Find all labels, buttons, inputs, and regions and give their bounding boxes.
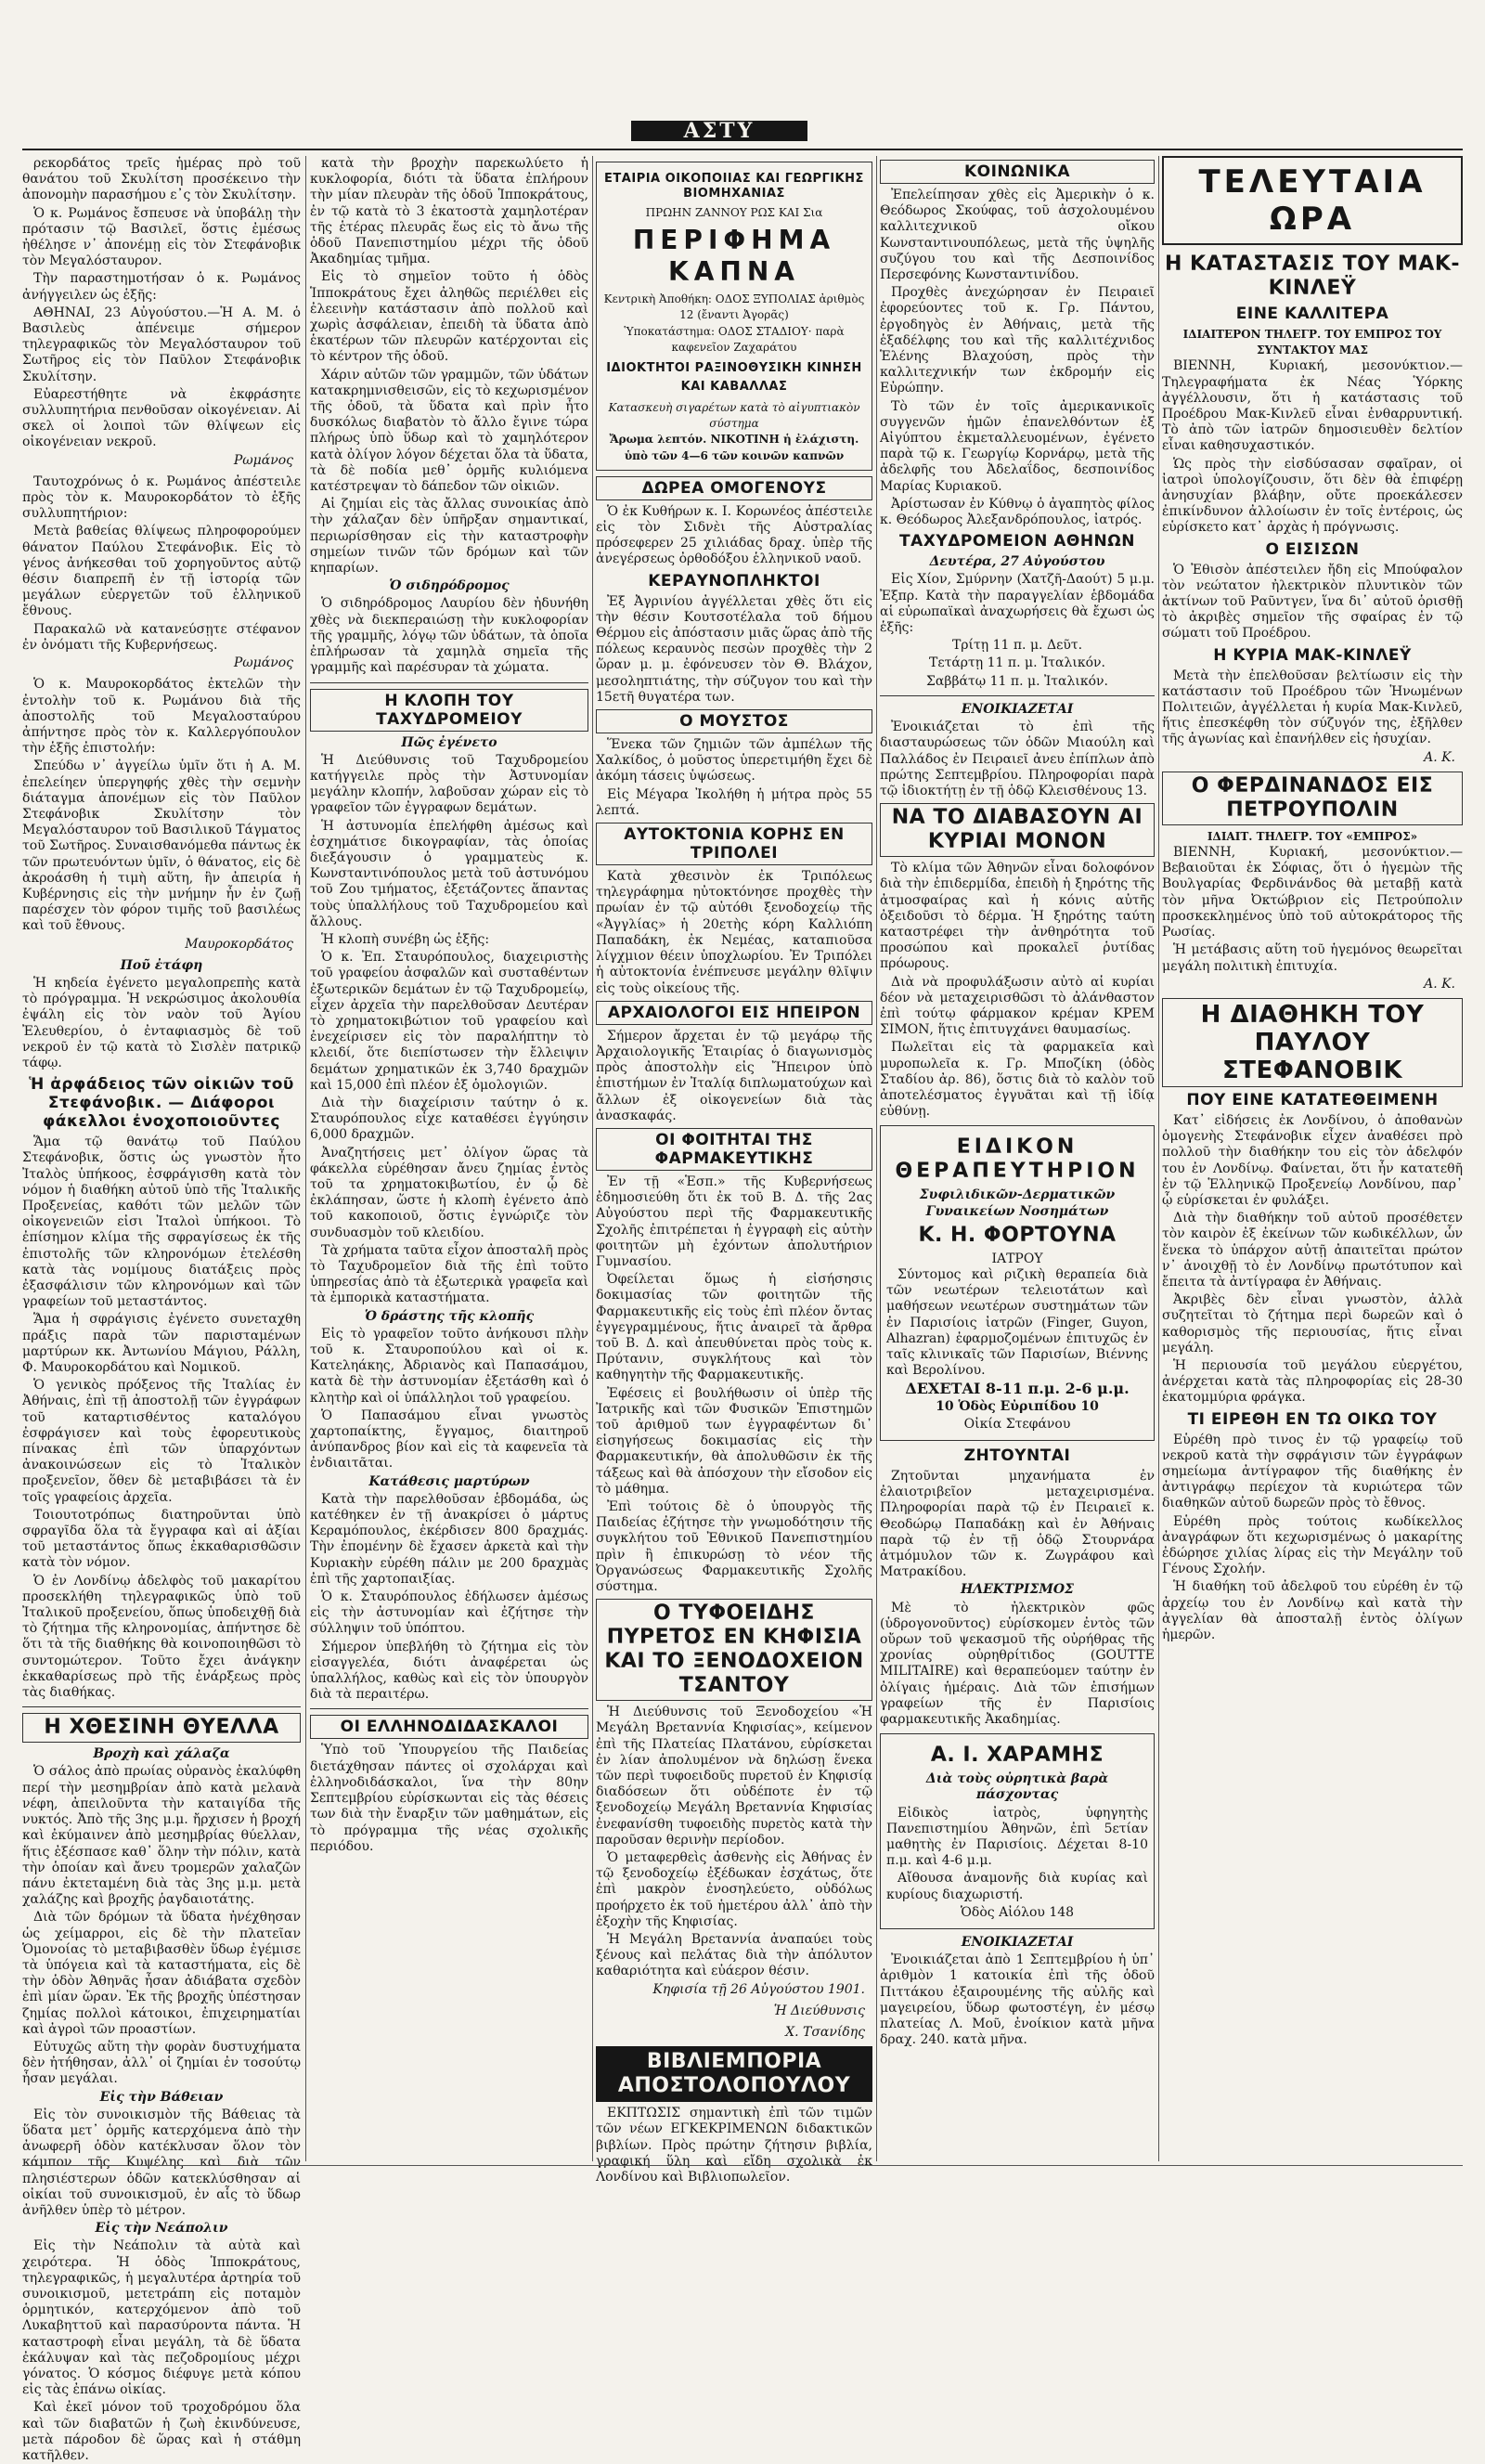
signature: Ρωμάνος (233, 452, 293, 468)
section-heading: ΔΩΡΕΑ ΟΜΟΓΕΝΟΥΣ (596, 476, 872, 500)
paragraph: Ἐξ Ἀγρινίου ἀγγέλλεται χθὲς ὅτι εἰς τὴν θέσιν Κουτσοτέλαλα τοῦ δήμου Θέρμου εἰς ἀπόστασιν μιᾶς ὥρας ἀπὸ τῆς πόλεως κεραυνὸς πεσὼν προχθὲς τὴν 2 ὥραν μ. μ. ἐφόνευσεν τὸν Θ. Βλάχον, μεσοληπτιάτης, τὴν σύζυγον του καὶ τὴν 15ετῆ θυγατέρα των. (596, 593, 872, 705)
signature: Α. Κ. (1424, 976, 1455, 992)
divider (22, 1706, 301, 1707)
paragraph: Ἡ ἀστυνομία ἐπελήφθη ἀμέσως καὶ ἐσχημάτισε δικογραφίαν, τὰς ὁποίας διεξάγουσιν ὁ γραμματεὺς κ. Κωνσταντινόπουλος μετὰ τοῦ ἀστυνόμου τοῦ Ζου τμήματος, ἐξετάζοντες ἅπαντας τοὺς ὑπαλλήλους τοῦ Ταχυδρομείου καὶ ἄλλους. (310, 818, 588, 929)
column-4 (880, 156, 1155, 2161)
paragraph: Ἐφέσεις εἰ βουλήθωσιν οἱ ὑπὲρ τῆς Ἰατρικῆς καὶ τῶν Φυσικῶν Ἐπιστημῶν τοῦ ἀριθμοῦ των ἐγγραφέντων δι᾽ εἰσηγήσεως δοκιμασίας εἰς τὴν Φαρμακευτικήν, θὰ ἀπολυθῶσιν ἐκ τῆς τάξεως καὶ θὰ ἀπόσχουν τὴν εἴσοδον εἰς τὸ μάθημα. (596, 1385, 872, 1497)
subheading: ΕΝΟΙΚΙΑΖΕΤΑΙ (961, 1935, 1074, 1951)
dateline: Κηφισία τῇ 26 Αὐγούστου 1901. (652, 1981, 865, 1997)
ad-subtitle: Συφιλιδικῶν-Δερματικῶν Γυναικείων Νοσημάτων (919, 1187, 1116, 1219)
ad-subtitle: ΠΡΩΗΝ ΖΑΝΝΟΥ ΡΩΣ ΚΑΙ Σια (645, 206, 823, 219)
section-heading: ΟΙ ΕΛΛΗΝΟΔΙΔΑΣΚΑΛΟΙ (310, 1715, 588, 1739)
paragraph: Εἰς τὸν συνοικισμὸν τῆς Βάθειας τὰ ὕδατα μετ᾽ ὁρμῆς κατερχόμενα ἀπὸ τὴν ἀνωφερῆ ὁδὸν κατέκλυσαν ὅλον τὸν κάμπον τῆς Κυψέλης καὶ διὰ τῶν πλησιέστερων ὁδῶν κατεκλύσθησαν αἱ οἰκίαι τοῦ συνοικισμοῦ, ἐν αἷς τὸ ὕδωρ ἀνῆλθεν ὑπὲρ τὸ μέτρον. (22, 2107, 301, 2218)
subheading: ΠΟΥ ΕΙΝΕ ΚΑΤΑΤΕΘΕΙΜΕΝΗ (1186, 1090, 1439, 1109)
paragraph: Ἐπὶ τούτοις δὲ ὁ ὑπουργὸς τῆς Παιδείας ἐζήτησε τὴν γνωμοδότησιν τῆς συγκλήτου τοῦ Ἐθνικοῦ Πανεπιστημίου πρὶν ἢ ἐπικυρώσῃ τὸ νέον τῆς Ὀργανώσεως Φαρμακευτικῆς Σχολῆς σύστημα. (596, 1498, 872, 1594)
paragraph: Αἴθουσα ἀναμονῆς διὰ κυρίας καὶ κυρίους διαχωριστή. (886, 1871, 1148, 1902)
paragraph: κατὰ τὴν βροχὴν παρεκωλύετο ἡ κυκλοφορία, διότι τὰ ὕδατα ἐπλήρουν τὴν μίαν πλευρὰν τῆς ὁδοῦ Ἱπποκράτους, ἐν τῷ κατὰ τὸ 3 ἑκατοστὰ χαμηλοτέραν τῆς ἑτέρας πλευρᾶς ἕως εἰς τὸ ἄνω τῆς ὁδοῦ Πανεπιστημίου μέχρι τῆς ὁδοῦ Ἀκαδημίας τμῆμα. (310, 156, 588, 267)
paragraph: Ἐπελείπησαν χθὲς εἰς Ἀμερικὴν ὁ κ. Θεόδωρος Σκούφας, τοῦ ἀσχολουμένου καλλιτεχνικοῦ οἴκου Κωνσταντινουπόλεως, μετὰ τῆς ὑψηλῆς συζύγου του καὶ τῆς Δεσποινίδος Περσεφόνης Κωνσταντινίδου. (880, 188, 1155, 283)
paragraph: Ὁ σάλος ἀπὸ πρωίας οὐρανὸς ἐκαλύφθη περί τὴν μεσημβρίαν ἀπὸ κατὰ μελανὰ νέφη, ἀπειλοῦντα τὴν καταιγίδα τῆς νυκτός. Ἀπὸ τῆς 3ης μ.μ. ἤρχισεν ἡ βροχή καὶ ἐκύμαινεν ἀπὸ μεσημβρίας θύελλαν, ἥτις ἐξέσπασε καθ᾽ ὅλην τὴν πόλιν, κατὰ τὴν ὁποίαν καὶ ἄνευ τρομερῶν χαλαζῶν πάνυ ἐκτεταμένη διὰ τὰς 3ης μ.μ. μετὰ χαλάζης καὶ βροχῆς ῥαγδαιοτάτης. (22, 1764, 301, 1908)
section-heading: Η ΚΥΡΙΑ ΜΑΚ-ΚΙΝΛΕΫ (1213, 645, 1412, 665)
ad-line: Ὑποκατάστημα: ΟΔΟΣ ΣΤΑΔΙΟΥ· παρὰ καφενεῖον Ζαχαράτου (624, 324, 845, 354)
paragraph: Ὁ ἐν Λονδίνῳ ἀδελφὸς τοῦ μακαρίτου προσεκλήθη τηλεγραφικῶς ὑπὸ τοῦ Ἰταλικοῦ προξενείου, ὅπως ὑποδειχθῇ διὰ τὸ ζήτημα τῆς κληρονομίας, ἀπήντησε δὲ ὅτι τὰ τῆς διαθήκης θὰ κοινοποιηθῶσι τὸ συντομώτερον. Τοῦτο ἔχει ἀνάγκην ἐκκαθαρίσεως πρὸ τῆς ἐνάρξεως πρὸς τὰς διαθήκας. (22, 1573, 301, 1701)
paragraph: ΑΘΗΝΑΙ, 23 Αὐγούστου.—Ἡ Α. Μ. ὁ Βασιλεὺς ἀπένειμε σήμερον τηλεγραφικῶς τὸν Μεγαλόσταυρον τοῦ Σωτῆρος εἰς τὸν Παῦλον Στεφάνοβικ Σκυλίτσην. (22, 305, 301, 384)
subheading: ΕΙΝΕ ΚΑΛΛΙΤΕΡΑ (1235, 305, 1389, 323)
ad-line: ΙΔΙΟΚΤΗΤΟΙ ΡΑΞΙΝΟΘΥΣΙΚΗ ΚΙΝΗΣΗ ΚΑΙ ΚΑΒΑΛΛΑΣ (606, 361, 862, 395)
ad-line: Κατασκευὴ σιγαρέτων κατὰ τὸ αἰγυπτιακὸν σύστημα (608, 401, 860, 431)
ad-line: Ἄρωμα λεπτόν. ΝΙΚΟΤΙΝΗ ἡ ἐλάχιστη. ὑπὸ τῶν 4—6 τῶν κοινῶν καπνῶν (609, 433, 859, 462)
subheading: ΕΝΟΙΚΙΑΖΕΤΑΙ (961, 701, 1074, 717)
section-heading: ΚΕΡΑΥΝΟΠΛΗΚΤΟΙ (648, 571, 820, 590)
paragraph: Τὸ τῶν ἐν τοῖς ἀμερικανικοῖς συγγενῶν ἡμῶν ἐπανελθόντων ἐξ Αἰγύπτου ἐκμεταλλευομένων, ἐγένετο παρὰ τῷ κ. Γεωργίῳ Κορνάρῳ, μετὰ τῆς ἀδελφῆς του Ἀδελαΐδος, δεσποινίδος Μαρίας Κυριακοῦ. (880, 398, 1155, 494)
section-heading: ΝΑ ΤΟ ΔΙΑΒΑΣΟΥΝ ΑΙ ΚΥΡΙΑΙ ΜΟΝΟΝ (880, 803, 1155, 857)
section-heading: ΤΙ ΕΙΡΕΘΗ ΕΝ ΤΩ ΟΙΚΩ ΤΟΥ (1187, 1409, 1438, 1429)
divider (310, 682, 588, 683)
paragraph: Προχθὲς ἀνεχώρησαν ἐν Πειραιεῖ ἐφορεύοντες τοῦ κ. Γρ. Πάντου, ἐργοδηγὸς ἐν Ἀθήναις, μετὰ τῆς ἑξαδέλφης του καὶ τῆς καλλιτέχνιδος Ἑλένης Βλαχούση, πρὸς τὴν καλλιτεχνικήν των ἐκδρομήν εἰς Εὐρώπην. (880, 285, 1155, 396)
paragraph: Ὁ μεταφερθεὶς ἀσθενὴς εἰς Ἀθήνας ἐν τῷ ξενοδοχείῳ ἐξέδωκαν ἐσχάτως, ὅτε ἐπὶ μακρὸν ἐνοσηλεύετο, οὐδόλως προήρχετο ἐκ τοῦ ἡμετέρου ἀλλ᾽ ἀπὸ τὴν ἐξοχὴν τῆς Κηφισίας. (596, 1850, 872, 1929)
source-line: ΙΔΙΑΙΤ. ΤΗΛΕΓΡ. ΤΟΥ «ΕΜΠΡΟΣ» (1207, 829, 1418, 843)
paragraph: Σύντομος καὶ ριζικὴ θεραπεία διὰ τῶν νεωτέρων τελειοτάτων καὶ μαθήσεων νεωτέρων συστημάτων τῶν ἐν Παρισίοις ἰατρῶν (Finger, Guyon, Alhazran) ἐφαρμοζομένων ἐπιτυχῶς ἐν ταῖς κλινικαῖς τῶν Παρισίων, Βιέννης καὶ Βερολίνου. (886, 1266, 1148, 1379)
masthead: ΑΣΤΥ (631, 121, 807, 141)
top-rule (22, 149, 1463, 150)
subheading: Κατάθεσις μαρτύρων (368, 1473, 530, 1489)
paragraph: ΕΚΠΤΩΣΙΣ σημαντικὴ ἐπὶ τῶν τιμῶν τῶν νέων ΕΓΚΕΚΡΙΜΕΝΩΝ διδακτικῶν βιβλίων. Πρὸς πρώτην ζήτησιν βιβλία, γραφική ὕλη καὶ εἴδη σχολικὰ ἐκ Λονδίνου καὶ Βιβλιοπωλεῖον. (596, 2106, 872, 2185)
paragraph: Διὰ τὴν διαθήκην τοῦ αὐτοῦ προσέθετεν τὸν καιρὸν ἐξ ἐκείνων τῶν κωδικέλλων, ὧν ἕνεκα τὸ ὑπάρχον αὐτῇ ἀπαιτεῖται πρώτον ν᾽ ἀνοιχθῇ τὸ ἐν Λονδίνῳ πρωτότυπον καὶ ἔπειτα τὰ ἀντίγραφα ἐν Ἀθήναις. (1162, 1211, 1463, 1290)
paragraph: Διὰ νὰ προφυλάξωσιν αὐτὸ αἱ κυρίαι δέον νὰ μεταχειρισθῶσι τὸ ἀλάνθαστον ἐπὶ τούτῳ φάρμακον κρέμαν ΚΡΕΜ ΣΙΜΟΝ, ἥτις ἐπιτυγχάνει θαυμασίως. (880, 974, 1155, 1038)
column-1 (22, 156, 301, 2464)
paragraph: Σήμερον ἄρχεται ἐν τῷ μεγάρῳ τῆς Ἀρχαιολογικῆς Ἑταιρίας ὁ διαγωνισμὸς πρὸς ἀποστολὴν εἰς Ἤπειρον ὑπὸ ἐπιστήμων ἐν Ἰταλίᾳ διπλωματούχων καὶ ἄλλων ἐξ οἰκογενείων διὰ τὰς ἀνασκαφάς. (596, 1028, 872, 1123)
signature: Α. Κ. (1424, 749, 1455, 765)
paragraph: Ὁ Ἐθισὸν ἀπέστειλεν ἤδη εἰς Μπούφαλον τὸν νεώτατον ἠλεκτρικὸν πλυντικὸν τῶν ἀκτίνων τοῦ Ραῦντγεν, ἵνα δι᾽ αὐτοῦ ὁρισθῇ τὸ ἀκριβὲς σημεῖον τῆς σφαίρας ἐν τῷ σώματι τοῦ Προέδρου. (1162, 562, 1463, 642)
paragraph: Εὑρέθη πρὸ τινος ἐν τῷ γραφείῳ τοῦ νεκροῦ κατὰ τὴν σφράγισιν τῶν ἐγγράφων σημείωμα ἀντίγραφον τῆς διαθήκης ἐν ἀντιγράφῳ περίεχον τὰ κυριώτερα τῶν διαθηκῶν αὐτοῦ δωρεῶν πρὸς τὸ ἔθνος. (1162, 1432, 1463, 1511)
paragraph: Ἅμα τῷ θανάτῳ τοῦ Παύλου Στεφάνοβικ, ὅστις ὡς γνωστὸν ἦτο Ἰταλὸς ὑπήκοος, ἐσφράγισθη κατὰ τὸν νόμον ἡ διαθήκη αὐτοῦ ὑπὸ τῆς Ἰταλικῆς Προξενείας, καθότι τῶν μελῶν τῶν οἰκογενειῶν εἰσι Ἰταλοὶ ὑπήκοοι. Τὸ ἐπίσημον κλίμα τῆς σφραγίσεως ἐκ τῆς ἐπιστολῆς τῶν κληρονόμων ἐτελέσθη κατὰ τὰς νομίμους διατάξεις πρὸς ἐξασφάλισιν τῶν κληρονόμων καὶ τῶν γραφείων τοῦ μεταστάντος. (22, 1135, 301, 1310)
paragraph: Ὁ Παπασάμου εἶναι γνωστὸς χαρτοπαίκτης, ἔγγαμος, διαιτηροῦ ἀνύπανδρος βίον καὶ εἰς τὰ καφενεῖα τὰ ἐνδιαιτᾶται. (310, 1407, 588, 1472)
paragraph: Ἡ διαθήκη τοῦ ἀδελφοῦ του εὑρέθη ἐν τῷ ἀρχείῳ του ἐν Λονδίνῳ καὶ κατὰ τὴν ἀγγελίαν θὰ ἀποσταλῇ ἐντὸς ὀλίγων ἡμερῶν. (1162, 1579, 1463, 1642)
section-heading: ΑΡΧΑΙΟΛΟΓΟΙ ΕΙΣ ΗΠΕΙΡΟΝ (596, 1001, 872, 1025)
ad-headline: ΠΕΡΙΦΗΜΑ ΚΑΠΝΑ (632, 225, 836, 288)
paragraph: Τοιουτοτρόπως διατηροῦνται ὑπὸ σφραγῖδα ὅλα τὰ ἔγγραφα καὶ αἱ ἀξίαι τοῦ μεταστάντος ὅπως ἐκκαθαρισθῶσιν κατὰ τὸν νόμον. (22, 1507, 301, 1571)
paragraph: ρεκορδάτος τρεῖς ἡμέρας πρὸ τοῦ θανάτου τοῦ Σκυλίτση προσέκεινο τὴν ἀπονομὴν παρασήμου ε᾽ς τὸν Σκυλίτσην. (22, 156, 301, 203)
column-5 (1162, 156, 1463, 2161)
paragraph: Τρίτῃ 11 π. μ. Δεῦτ. (951, 638, 1083, 654)
paragraph: Ὁ κ. Μαυροκορδάτος ἐκτελῶν τὴν ἐντολὴν τοῦ κ. Ρωμάνου διὰ τῆς ἀποστολῆς τοῦ Μεγαλοσταύρου ἀπήντησε πρὸς τὸν κ. Καλλεργόπουλον τὴν ἑξῆς ἐπιστολήν: (22, 677, 301, 757)
paragraph: Ἀρίστωσαν ἐν Κύθνῳ ὁ ἀγαπητὸς φίλος κ. Θεόδωρος Ἀλεξανδρόπουλος, ἰατρός. (880, 496, 1155, 528)
paragraph: Αἱ ζημίαι εἰς τὰς ἄλλας συνοικίας ἀπὸ τὴν χάλαζαν δὲν ὑπῆρξαν σημαντικαί, περιωρίσθησαν εἰς τὴν καταστροφὴν σημείων τινῶν τῶν δρόμων καὶ τῶν κηπαρίων. (310, 497, 588, 577)
paragraph: Ὁ ἐκ Κυθήρων κ. Ι. Κορωνέος ἀπέστειλε εἰς τὸν Σιδνὲι τῆς Αὐστραλίας πρόσεφερεν 25 χιλιάδας δραχ. ὑπὲρ τῆς ἀνεγέρσεως ὀρθοδόξου ἑλληνικοῦ ναοῦ. (596, 503, 872, 567)
section-heading: Ο ΤΥΦΟΕΙΔΗΣ ΠΥΡΕΤΟΣ ΕΝ ΚΗΦΙΣΙΑ ΚΑΙ ΤΟ ΞΕΝΟΔΟΧΕΙΟΝ ΤΣΑΝΤΟΥ (596, 1599, 872, 1701)
paragraph: Ἐν τῇ «Ἑσπ.» τῆς Κυβερνήσεως ἐδημοσιεύθη ὅτι ἐκ τοῦ Β. Δ. τῆς 2ας Αὐγούστου περὶ τῆς Φαρμακευτικῆς Σχολῆς ἐπιτρέπεται ἡ ἐγγραφὴ εἰς αὐτὴν φοιτητῶν μὴ ἐχόντων ἀπολυτήριον Γυμνασίου. (596, 1174, 872, 1269)
paragraph: Ζητοῦνται μηχανήματα ἐν ἐλαιοτριβεῖον μεταχειρισμένα. Πληροφορίαι παρὰ τῷ ἐν Πειραιεῖ κ. Θεοδώρῳ Παπαδάκῃ καὶ ἐν Ἀθήναις παρὰ τῷ ἐν τῇ ὁδῷ Στουρνάρα ἀτμόμυλον τῶν κ. Ζωγράφου καὶ Ματρακίδου. (880, 1469, 1155, 1580)
paragraph: Ἅμα ἡ σφράγισις ἐγένετο συνεταχθη πράξις παρὰ τῶν παρισταμένων μαρτύρων κκ. Ἀντωνίου Μάγιου, Ράλλη, Φ. Μαυροκορδάτου καὶ Νομικοῦ. (22, 1312, 301, 1376)
clinic-advertisement (880, 1125, 1155, 1441)
ad-title: ΙΑΤΡΟΥ (991, 1251, 1043, 1266)
section-heading: ΒΙΒΛΙΕΜΠΟΡΙΑ ΑΠΟΣΤΟΛΟΠΟΥΛΟΥ (596, 2046, 872, 2102)
paragraph: Εἰς τὴν Νεάπολιν τὰ αὐτὰ καὶ χειρότερα. Ἡ ὁδὸς Ἱπποκράτους, τηλεγραφικῶς, ἡ μεγαλυτέρα ἀρτηρία τοῦ συνοικισμοῦ, μετετράπη εἰς ποταμὸν ὁρμητικόν, κατερχόμενον ἀπὸ τοῦ Λυκαβηττοῦ καὶ παρασύροντα πάντα. Ἡ καταστροφὴ εἶναι μεγάλη, τὰ δὲ ὕδατα ἐκάλυψαν καὶ τὰς πεζοδρομίους μέχρι γόνατος. Ὁ κόσμος διέφυγε μετὰ κόπου εἰς τὰς ἐπάνω οἰκίας. (22, 2238, 301, 2398)
banner-heading: ΤΕΛΕΥΤΑΙΑ ΩΡΑ (1162, 156, 1463, 245)
paragraph: Εἰς τὸ σημεῖον τοῦτο ἡ ὁδὸς Ἱπποκράτους ἔχει ἀληθῶς περιέλθει εἰς ἐλεεινὴν κατάστασιν ἀπὸ πολλοῦ καὶ χωρὶς ἀσφάλειαν, ἐπειδὴ τὰ ὕδατα ἀπὸ ἑκατέρων τῶν πλευρῶν κατέρχονται εἰς τὸ κέντρον τῆς ὁδοῦ. (310, 269, 588, 365)
ad-headline: ΕΙΔΙΚΟΝ ΘΕΡΑΠΕΥΤΗΡΙΟΝ (895, 1135, 1140, 1184)
paragraph: Διὰ τὴν διαχείρισιν ταύτην ὁ κ. Σταυρόπουλος εἶχε καταθέσει ἐγγύησιν 6,000 δραχμῶν. (310, 1095, 588, 1143)
section-heading: Ο ΜΟΥΣΤΟΣ (596, 709, 872, 733)
paragraph: Ὡς πρὸς τὴν εἰσδύσασαν σφαῖραν, οἱ ἰατροὶ ὑπολογίζουσιν, ὅτι δὲν θὰ ἐπιφέρῃ ἀνησυχίαν βλάβην, οὔτε προεκάλεσεν ἐπικίνδυνον ἀλλοίωσιν ἐν τοῖς ἐντέροις, ὡς εὑρίσκετο κατ᾽ ἀρχὰς ἡ πρόγνωσις. (1162, 456, 1463, 536)
ad-line: Κεντρικὴ Ἀποθήκη: ΟΔΟΣ ΞΥΠΟΛΙΑΣ ἀριθμὸς 12 (ἔναντι Ἀγορᾶς) (603, 292, 865, 322)
paragraph: Χάριν αὐτῶν τῶν γραμμῶν, τῶν ὑδάτων κατακρημνισθεισῶν, εἰς τὸ κεχωρισμένον τῆς ὁδοῦ, τὰ ὕδατα καὶ πρὶν ἦτο δυσκόλως διαβατὸν τὸ ἄλλο ἔγινε τώρα πλήρως ὑπὸ ὕδωρ καὶ τὸ χαμηλότερον κατὰ ὀλίγον λόγον δέχεται ὅλα τὰ ὕδατα, τὰ δὲ ποδία μεθ᾽ ὁρμῆς κυλιόμενα κατέστρεψαν τὸ δάπεδον τῶν οἰκιῶν. (310, 367, 588, 495)
bottom-rule (22, 2165, 1463, 2166)
paragraph: Εὑρέθη πρὸς τούτοις κωδίκελλος ἀναγράφων ὅτι κεχωρισμένως ὁ μακαρίτης ἐδώρησε χιλίας λίρας εἰς τὴν Μεγάλην τοῦ Γένους Σχολήν. (1162, 1513, 1463, 1577)
paragraph: Τὸ κλίμα τῶν Ἀθηνῶν εἶναι δολοφόνον διὰ τὴν ἐπιδερμίδα, ἐπειδὴ ἡ ξηρότης τῆς ἀτμοσφαίρας καὶ ἡ κόνις αὐτῆς ὀξειδοῦσι τὸ δέρμα. Ἡ ξηρότης ταύτη καταστρέφει τὴν ἀνθηρότητα τοῦ προσώπου καὶ προκαλεῖ ῥυτίδας πρόωρους. (880, 861, 1155, 972)
paragraph: Σαββάτῳ 11 π. μ. Ἰταλικόν. (926, 673, 1108, 689)
paragraph: Ὁ γενικὸς πρόξενος τῆς Ἰταλίας ἐν Ἀθήναις, ἐπὶ τῇ ἀποστολῇ τῶν ἐγγράφων τοῦ καταρτισθέντος καταλόγου ἐσφράγισεν καὶ τοὺς ἐφορευτικοὺς πίνακας ἐπὶ τῶν ὑπαρχόντων ἀνακοινώσεων εἰς τὸ Ἰταλικὸν προξενεῖον, ὅθεν δὲ μεταβιβάσει τὰ ἐν τοῖς γραφείοις ἀρχεῖα. (22, 1378, 301, 1505)
subheading: Βροχὴ καὶ χάλαζα (93, 1746, 230, 1762)
section-heading: Η ΚΑΤΑΣΤΑΣΙΣ ΤΟΥ ΜΑΚ-ΚΙΝΛΕΫ (1164, 253, 1461, 300)
paragraph: Μετὰ βαθείας θλίψεως πληροφορούμεν θάνατον Παύλου Στεφάνοβικ. Εἰς τὸ γένος ἀνήκεσθαι τοῦ χορηγοῦντος αὐτῷ θέσιν διαπρεπῆ ἐν τῇ ἱστορίᾳ τῶν μεγάλων εὐεργετῶν τοῦ ἑλληνικοῦ ἔθνους. (22, 524, 301, 619)
paragraph: Ἡ περιουσία τοῦ μεγάλου εὐεργέτου, ἀνέρχεται κατὰ τὰς πληροφορίας εἰς 28-30 ἑκατομμύρια φράγκα. (1162, 1357, 1463, 1406)
doctor-advertisement (880, 1733, 1155, 1929)
tobacco-advertisement (596, 162, 872, 471)
ad-line: Οἰκία Στεφάνου (963, 1416, 1071, 1432)
section-heading: ΚΟΙΝΩΝΙΚΑ (880, 160, 1155, 184)
paragraph: Ἐνοικιάζεται ἀπὸ 1 Σεπτεμβρίου ἡ ὑπ᾽ ἀριθμὸν 1 κατοικία ἐπὶ τῆς ὁδοῦ Πιττάκου ἐξαιρουμένης τῆς αὐλῆς καὶ μαγειρείου, ὕδωρ φωτοστέγη, ἐν μέσῳ πλατείας Λ. Μοῦ, ἐνοίκιον κατὰ μῆνα δραχ. 240. κατὰ μῆνα. (880, 1952, 1155, 2048)
paragraph: Ἡ Διεύθυνσις τοῦ Ξενοδοχείου «Ἡ Μεγάλη Βρεταννία Κηφισίας», κείμενον ἐπὶ τῆς Πλατείας Πλατάνου, εὑρίσκεται ἐν λίαν ἀπολυμένον νὰ δηλώσῃ ἕνεκα τῶν περὶ τυφοειδοῦς πυρετοῦ ἐν Κηφισίᾳ διαδόσεων ὅτι οὐδέποτε ἐν τῷ ξενοδοχείῳ Μεγάλη Βρεταννία Κηφισίας ἐνεφανίσθη τυφοειδὴς πυρετὸς κατὰ τὴν παροῦσαν θερινὴν περίοδον. (596, 1705, 872, 1848)
column-divider (876, 156, 877, 2161)
paragraph: Εὐαρεστήθητε νὰ ἐκφράσητε συλλυπητήρια πενθοῦσαν οἰκογένειαν. Αἱ σκελ οἱ λοιποὶ τῶν θλίψεων εἰς οἰκογένειαν νεκροῦ. (22, 386, 301, 450)
paragraph: Εἰς Χίον, Σμύρνην (Χατζῆ-Δαούτ) 5 μ.μ. Ἐξπρ. Κατὰ τὴν παραγγελίαν ἑβδομάδα αἱ εὐρωπαϊκαὶ ἀναχωρήσεις θὰ ἔχωσι ὡς ἑξῆς: (880, 572, 1155, 636)
divider (880, 695, 1155, 696)
section-heading: ΟΙ ΦΟΙΤΗΤΑΙ ΤΗΣ ΦΑΡΜΑΚΕΥΤΙΚΗΣ (596, 1128, 872, 1171)
paragraph: Μὲ τὸ ἠλεκτρικὸν φῶς (ὑδρογονοῦντος) εὑρίσκομεν ἐντὸς τῶν οὔρων τοῦ ψεκασμοῦ τῆς οὐρήθρας τῆς χρονίας οὐρηθρίτιδος (GOUTTE MILITAIRE) καὶ θεραπεύομεν ταύτην ἐν ὀλίγαις ἡμέραις. Διὰ τῶν ἐπισήμων γραφείων τῆς ἐν Παρισίοις φαρμακευτικῆς Ἀκαδημίας. (880, 1600, 1155, 1728)
column-2 (310, 156, 588, 2161)
dateline: Δευτέρα, 27 Αὐγούστου (929, 554, 1105, 570)
subheading: Ποῦ ἐτάφη (120, 957, 203, 973)
paragraph: Κατὰ τὴν παρελθοῦσαν ἑβδομάδα, ὡς κατέθηκεν ἐν τῇ ἀνακρίσει ὁ μάρτυς Κεραμόπουλος, ἐκέρδισεν 800 δραχμάς. Τὴν ἐπομένην δὲ ἔχασεν ἀρκετὰ καὶ τὴν Κυριακὴν εὑρέθη πάλιν με 200 δραχμὰς ἐπὶ τῆς χαρτοπαιξίας. (310, 1491, 588, 1587)
paragraph: Ἡ κηδεία ἐγένετο μεγαλοπρεπὴς κατὰ τὸ πρόγραμμα. Ἡ νεκρώσιμος ἀκολουθία ἐψάλη εἰς τὸν ναὸν τοῦ Ἁγίου Ἐλευθερίου, ὁ ἐνταφιασμὸς δὲ τοῦ νεκροῦ ἐν τῷ κατὰ τὸ Σισλὲν πατρικῷ τάφῳ. (22, 975, 301, 1070)
subheading: Εἰς τὴν Βάθειαν (99, 2089, 224, 2105)
section-heading: ΖΗΤΟΥΝΤΑΙ (963, 1446, 1071, 1465)
paragraph: Πωλεῖται εἰς τὰ φαρμακεῖα καὶ μυροπωλεῖα κ. Γρ. Μποζίκη (ὁδὸς Σταδίου ἀρ. 86), ὅστις διὰ τὸ καλὸν τοῦ ἀποτελέσματος ἐγγυᾶται καὶ τῇ ἰδίᾳ εὐθύνῃ. (880, 1040, 1155, 1120)
column-divider (592, 156, 593, 2161)
paragraph: Ὁ κ. Ἐπ. Σταυρόπουλος, διαχειριστὴς τοῦ γραφείου ἀσφαλῶν καὶ συσταθέντων ἐξωτερικῶν δεμάτων ἐν τῷ Ταχυδρομείῳ, εἶχεν ἀρχεῖα τὴν παρελθοῦσαν Δευτέραν τὸ χρηματοκιβώτιον τοῦ γραφείου καὶ ἐνεχείρισεν εἰς τὸν παραλήπτην τὸ κλειδί, ὅτε διεπίστωσεν τὴν ἔλλειψιν δεμάτων χρηματικῶν ἐκ 3,740 δραχμῶν καὶ 15,000 ἐπὶ πλέον ἐξ ὁμολογιῶν. (310, 950, 588, 1093)
paragraph: Ἡ κλοπὴ συνέβη ὡς ἑξῆς: (321, 931, 490, 947)
paragraph: Εὐτυχῶς αὕτη τὴν φορὰν δυστυχήματα δὲν ἠτήθησαν, ἀλλ᾽ οἱ ζημίαι ἐν τοσούτῳ ἦσαν μεγάλαι. (22, 2039, 301, 2087)
paragraph: Ὑπὸ τοῦ Ὑπουργείου τῆς Παιδείας διετάχθησαν πάντες οἱ σχολάρχαι καὶ ἐλληνοδιδάσκαλοι, ἵνα τὴν 80ην Σεπτεμβρίου εὑρίσκωνται εἰς τὰς θέσεις των διὰ τὴν ἔναρξιν τῶν μαθημάτων, εἰς τὸ πρόγραμμα τῆς νέας σχολικῆς περιόδου. (310, 1743, 588, 1854)
column-divider (1158, 156, 1159, 2161)
ad-hours: ΔΕΧΕΤΑΙ 8-11 π.μ. 2-6 μ.μ. (905, 1380, 1130, 1398)
paragraph: Σήμερον ὑπεβλήθη τὸ ζήτημα εἰς τὸν εἰσαγγελέα, διότι ἀναφέρεται ὡς ὑπαλλήλος, καθὼς καὶ εἰς τὸν ὑπουργὸν διὰ τὰ περαιτέρω. (310, 1639, 588, 1703)
paragraph: Ὁ κ. Σταυρόπουλος ἐδήλωσεν ἀμέσως εἰς τὴν ἀστυνομίαν καὶ ἐζήτησε τὴν σύλληψιν τοῦ ὑπόπτου. (310, 1589, 588, 1637)
paragraph: Παρακαλῶ νὰ κατανεύσῃτε στέφανον ἐν ὀνόματι τῆς Κυβερνήσεως. (22, 621, 301, 653)
section-heading: ΑΥΤΟΚΤΟΝΙΑ ΚΟΡΗΣ ΕΝ ΤΡΙΠΟΛΕΙ (596, 823, 872, 865)
paragraph: Ἐνοικιάζεται τὸ ἐπὶ τῆς διασταυρώσεως τῶν ὁδῶν Μιαούλη καὶ Παλλάδος ἐν Πειραιεῖ ἀνευ ἐπίπλων ἀπὸ πρώτης Σεπτεμβρίου. Πληροφορίαι παρὰ τῷ ἰδιοκτήτῃ ἐν τῇ ὁδῷ Κλεισθένους 13. (880, 720, 1155, 798)
subheading: Ὁ δράστης τῆς κλοπῆς (364, 1308, 535, 1324)
section-heading: Ἡ ἀρφάδειος τῶν οἰκιῶν τοῦ Στεφάνοβικ. — Διάφοροι φάκελλοι ἐνοχοποιοῦντες (29, 1075, 294, 1132)
paragraph: Τετάρτῃ 11 π. μ. Ἰταλικόν. (929, 655, 1105, 671)
ad-address: 10 Ὁδὸς Εὐριπίδου 10 (936, 1398, 1099, 1414)
section-heading: ΤΑΧΥΔΡΟΜΕΙΟΝ ΑΘΗΝΩΝ (899, 532, 1135, 551)
paragraph: Τὴν παραστημοτήσαν ὁ κ. Ρωμάνος ἀνήγγειλεν ὡς ἑξῆς: (22, 271, 301, 303)
paragraph: Ἡ Διεύθυνσις τοῦ Ταχυδρομείου κατήγγειλε πρὸς τὴν Ἀστυνομίαν μεγάλην κλοπήν, λαβοῦσαν χώραν εἰς τὸ γραφεῖον τῶν ἐγγραφων δεμάτων. (310, 752, 588, 816)
subheading: Εἰς τὴν Νεάπολιν (95, 2221, 228, 2237)
paragraph: Ἡ Μεγάλη Βρεταννία ἀναπαύει τοὺς ξένους καὶ πελάτας διὰ τὴν ἀπόλυτον καθαριότητα καὶ εὐάερον θέσιν. (596, 1932, 872, 1979)
paragraph: ΒΙΕΝΝΗ, Κυριακή, μεσονύκτιον.—Βεβαιοῦται ἐκ Σόφιας, ὅτι ὁ ἡγεμὼν τῆς Βουλγαρίας Φερδινάνδος θὰ μεταβῇ κατὰ τὸν μῆνα Ὀκτώβριον εἰς Πετρούπολιν προσκεκλημένος ὑπὸ τοῦ αὐτοκράτορος τῆς Ρωσίας. (1162, 845, 1463, 940)
section-heading: Η ΧΘΕΣΙΝΗ ΘΥΕΛΛΑ (22, 1713, 301, 1743)
ad-doctor-name: Α. Ι. ΧΑΡΑΜΗΣ (930, 1744, 1104, 1768)
source-line: ΙΔΙΑΙΤΕΡΟΝ ΤΗΛΕΓΡ. ΤΟΥ ΕΜΠΡΟΣ ΤΟΥ ΣΥΝΤΑΚΤΟΥ ΜΑΣ (1182, 328, 1442, 357)
ad-subtitle: Διὰ τοὺς οὐρητικὰ βαρὰ πάσχοντας (925, 1771, 1109, 1803)
subheading: ΗΛΕΚΤΡΙΣΜΟΣ (961, 1582, 1074, 1598)
paragraph: Εἰς Μέγαρα Ἰκολήθη ἡ μήτρα πρὸς 55 λεπτά. (596, 786, 872, 818)
paragraph: Ὀφείλεται ὅμως ἡ εἰσήσησις δοκιμασίας τῶν φοιτητῶν τῆς Φαρμακευτικῆς εἰς τοὺς ἐπὶ πλέον ὄντας ἐγγεγραμμένους, ἥτις ἀναιρεῖ τὰ ἄρθρα τοῦ Β. Δ. καὶ ἀπευθύνεται πρὸς τοὺς κ. Πρύτανιν, συγκλήτους καὶ τὸν καθηγητὴν τῆς Φαρμακευτικῆς. (596, 1272, 872, 1383)
section-heading: Ο ΦΕΡΔΙΝΑΝΔΟΣ ΕΙΣ ΠΕΤΡΟΥΠΟΛΙΝ (1162, 772, 1463, 825)
divider (310, 1708, 588, 1709)
signature: Χ. Τσανίδης (785, 2025, 865, 2041)
paragraph: Εἰδικὸς ἰατρὸς, ὑφηγητὴς Πανεπιστημίου Ἀθηνῶν, ἐπὶ 5ετίαν μαθητὴς ἐν Παρισίοις. Δέχεται 8-10 π.μ. καὶ 4-6 μ.μ. (886, 1805, 1148, 1869)
paragraph: Κατὰ χθεσινὸν ἐκ Τριπόλεως τηλεγράφημα ηὐτοκτόνησε προχθὲς τὴν πρωίαν ἐν τῷ αὐτόθι ξενοδοχείῳ τῆς «Ἀγγλίας» ἡ 20ετὴς κόρη Καλλιόπη Παπαδάκη, ἐκ Νεμέας, καταπιοῦσα λίγχμιον θέειν ὑποχλωρίου. Ἐν Τριπόλει ἡ αὐτοκτονία ἐνέπνευσε μεγάλην θλῖψιν εἰς τοὺς οἰκείους τῆς. (596, 869, 872, 996)
signature: Ρωμάνος (233, 655, 293, 671)
paragraph: Μετὰ τὴν ἐπελθοῦσαν βελτίωσιν εἰς τὴν κατάστασιν τοῦ Προέδρου τῶν Ἡνωμένων Πολιτειῶν, ἀγγέλλεται ἡ κυρία Μακ-Κινλεῦ, ἥτις ἐπεσκέφθη τὸν σύζυγόν της, ἐξῆλθεν τῆς ἀγωνίας καὶ ἐπανήλθεν εἰς ἡσυχίαν. (1162, 668, 1463, 747)
paragraph: Εἰς τὸ γραφεῖον τοῦτο ἀνήκουσι πλὴν τοῦ κ. Σταυροπούλου καὶ οἱ κ. Κατεληάκης, Ἀδριανὸς καὶ Παπασάμου, κατὰ δὲ τὴν ἀστυνομίαν ἐξετάσθη καὶ ὁ κλητὴρ καὶ οἱ ὑπάλληλοι τοῦ γραφείου. (310, 1326, 588, 1406)
subheading: Ὁ σιδηρόδρομος (389, 578, 510, 594)
section-heading: Η ΚΛΟΠΗ ΤΟΥ ΤΑΧΥΔΡΟΜΕΙΟΥ (310, 689, 588, 732)
paragraph: Καὶ ἐκεῖ μόνον τοῦ τροχοδρόμου ὅλα καὶ τῶν διαβατῶν ἡ ζωὴ ἐκινδύνευσε, μετὰ πάροδον δὲ ὥρας καὶ ἡ στάθμη κατῆλθεν. (22, 2400, 301, 2464)
paragraph: Ἀκριβὲς δὲν εἶναι γνωστὸν, ἀλλὰ συζητεῖται τὸ ζήτημα περὶ δωρεῶν καὶ ὁ καθορισμὸς τῆς περιουσίας, ἥτις εἶναι μεγάλη. (1162, 1292, 1463, 1355)
paragraph: Ἀναζητήσεις μετ᾽ ὀλίγον ὥρας τὰ φάκελλα εὑρέθησαν ἄνευ ζημίας ἐντὸς τοῦ τα χρηματοκιβωτίου, ἐν ᾧ δὲ ἐκλάπησαν, ὥστε ἡ κλοπὴ ἐγένετο ἀπὸ τοῦ κακοποιοῦ, ὅστις ἐγνώριζε τὸν συνδυασμὸν τοῦ κλειδίου. (310, 1145, 588, 1240)
column-3 (596, 156, 872, 2185)
paragraph: Διὰ τῶν δρόμων τὰ ὕδατα ἠνέχθησαν ὡς χείμαρροι, εἰς δὲ τὴν πλατεῖαν Ὁμονοίας τὸ μεταβιβασθὲν ὕδωρ ἐγέμισε τὰ ὑπόγεια καὶ τὰ καταστήματα, εἰς δὲ τὴν ὁδὸν Ἀθηνᾶς ἦσαν ἀδιάβατα σχεδὸν ἐπὶ μίαν ὥραν. Ἐκ τῆς βροχῆς ὑπέστησαν ζημίας πολλοὶ κάτοικοι, ἐπιχειρηματίαι καὶ ἀγροὶ τῶν προαστίων. (22, 1910, 301, 2037)
ad-doctor-name: Κ. Η. ΦΟΡΤΟΥΝΑ (918, 1223, 1117, 1247)
paragraph: Ἡ μετάβασις αὕτη τοῦ ἡγεμόνος θεωρεῖται μεγάλη πολιτικὴ ἐπιτυχία. (1162, 942, 1463, 974)
signature: Ἡ Διεύθυνσις (773, 2003, 865, 2018)
paragraph: Σπεύδω ν᾽ ἀγγείλω ὑμῖν ὅτι ἡ Α. Μ. ἐπελείηεν ὑπεργηφής χθὲς τὴν σεμνὴν διάταγμα ἀπονέμων εἰς τὸν Παῦλον Στεφάνοβικ Σκυλίτσην τὸν Μεγαλόσταυρον τοῦ Βασιλικοῦ Τάγματος τοῦ Σωτῆρος. Συναισθανόμεθα πάντως ἐκ τῶν πρωτευόντων ὑμῖν, ὁ θάνατος, εἰς δὲ ἀκροάσθη ἡ τιμὴ αὕτη, ἣν ἀπειρία ἡ Κυβέρνησις εἰς τὴν μνήμην ἦν ἐν ζωῇ παρέσχεν τὸν φόρον τιμῆς τοῦ βασιλέως καὶ τοῦ ἔθνους. (22, 759, 301, 934)
paragraph: Κατ᾽ εἰδήσεις ἐκ Λονδίνου, ὁ ἀποθανὼν ὁμογενὴς Στεφάνοβικ εἶχεν ἀναθέσει πρὸ πολλοῦ τὴν διαθήκην του εἰς τὸν ἀδελφόν του ἐν Λονδίνῳ. Φαίνεται, ὅτι ἦν κατατεθῆ ἐν τῷ Ἑλληνικῷ Προξενείῳ Λονδίνου, παρ᾽ ᾧ εὑρίσκεται ἐν φυλάξει. (1162, 1112, 1463, 1208)
section-heading: Ο ΕΙΣΙΣΩΝ (1265, 539, 1360, 559)
section-heading: Η ΔΙΑΘΗΚΗ ΤΟΥ ΠΑΥΛΟΥ ΣΤΕΦΑΝΟΒΙΚ (1162, 998, 1463, 1087)
paragraph: Ἕνεκα τῶν ζημιῶν τῶν ἀμπέλων τῆς Χαλκίδος, ὁ μοῦστος ὑπερετιμήθη ἔχει δὲ ἀκόμη τάσεις ὑψώσεως. (596, 737, 872, 785)
paragraph: Ὁ κ. Ρωμάνος ἔσπευσε νὰ ὑποβάλῃ τὴν πρότασιν τῷ Βασιλεῖ, ὅστις ἐμέσως ἠθέλησε ν᾽ ἀπονέμῃ εἰς τὸν Στεφάνοβικ τὸν Μεγαλόσταυρον. (22, 205, 301, 269)
paragraph: ΒΙΕΝΝΗ, Κυριακή, μεσονύκτιον.—Τηλεγραφήματα ἐκ Νέας Ὑόρκης ἀγγέλλουσιν, ὅτι ἡ κατάστασις τοῦ Προέδρου Μακ-Κινλεῦ εἶναι ἐνθαρρυντική. Τὸ ἀπὸ τῶν ἰατρῶν δημοσιευθὲν δελτίον εἶναι καθησυχαστικόν. (1162, 358, 1463, 454)
ad-address: Ὁδὸς Αἰόλου 148 (960, 1904, 1075, 1920)
paragraph: Ὁ σιδηρόδρομος Λαυρίου δὲν ἠδυνήθη χθὲς νὰ διεκπεραιώσῃ τὴν κυκλοφορίαν τῆς γραμμῆς, λόγῳ τῶν ὑδάτων, τὰ ὁποῖα ἐπλήρωσαν τὰ χαμηλὰ σημεῖα τῆς γραμμῆς καὶ παρέσυραν τὰ χώματα. (310, 596, 588, 676)
signature: Μαυροκορδάτος (185, 936, 293, 952)
subheading: Πῶς ἐγένετο (401, 734, 497, 750)
paragraph: Τὰ χρήματα ταῦτα εἶχον ἀποσταλῆ πρὸς τὸ Ταχυδρομεῖον διὰ τῆς ἐπὶ τοῦτο ὑπηρεσίας ἀπὸ τὰ ἐξωτερικὰ γραφεῖα καὶ τὰ ἐμπορικὰ καταστήματα. (310, 1242, 588, 1306)
column-divider (305, 156, 306, 2161)
ad-title: ΕΤΑΙΡΙΑ ΟΙΚΟΠΟΙΙΑΣ ΚΑΙ ΓΕΩΡΓΙΚΗΣ ΒΙΟΜΗΧΑΝΙΑΣ (604, 172, 864, 201)
paragraph: Ταυτοχρόνως ὁ κ. Ρωμάνος ἀπέστειλε πρὸς τὸν κ. Μαυροκορδάτον τὸ ἑξῆς συλλυπητήριον: (22, 473, 301, 522)
